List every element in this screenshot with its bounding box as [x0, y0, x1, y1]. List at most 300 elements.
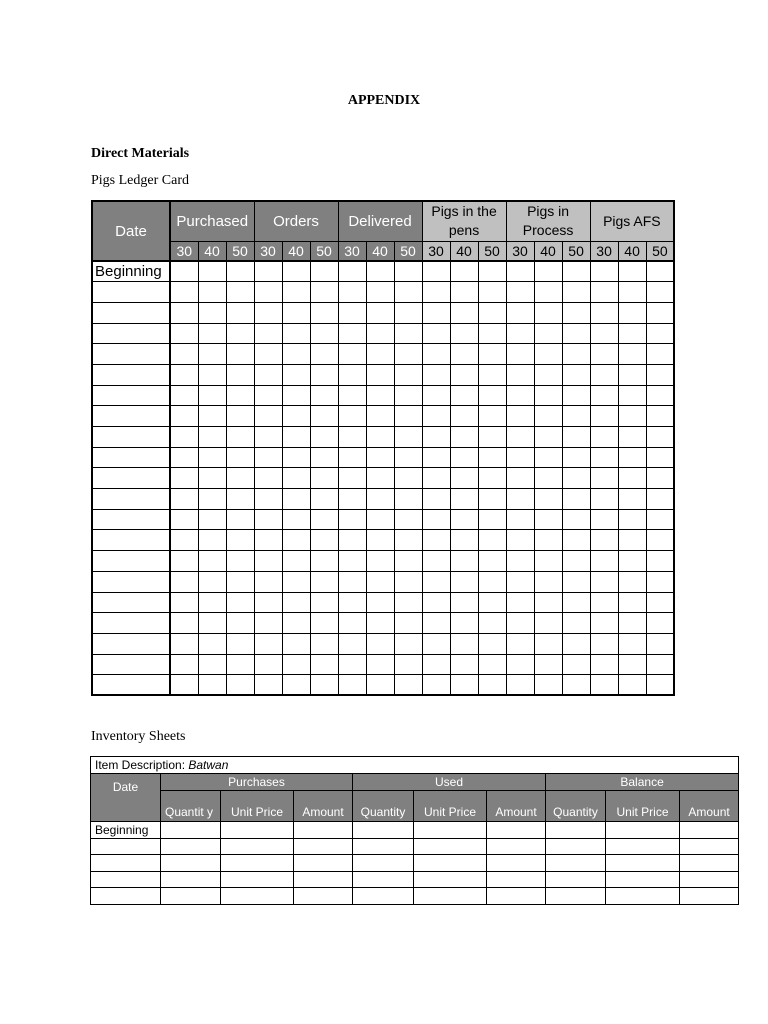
ledger-cell — [310, 468, 338, 489]
ledger-cell — [506, 551, 534, 572]
ledger-cell — [478, 613, 506, 634]
ledger-group-pigs-in-pens: Pigs in the pens — [422, 201, 506, 241]
page-title: APPENDIX — [347, 93, 421, 108]
inventory-cell — [353, 871, 414, 888]
ledger-date-cell — [92, 427, 170, 448]
ledger-cell — [198, 571, 226, 592]
ledger-cell — [170, 633, 198, 654]
ledger-cell — [310, 302, 338, 323]
ledger-cell — [254, 633, 282, 654]
inventory-cell — [546, 855, 606, 872]
inventory-cell — [294, 855, 353, 872]
ledger-cell — [478, 468, 506, 489]
ledger-cell — [366, 613, 394, 634]
table-row — [92, 613, 674, 634]
ledger-group-orders: Orders — [254, 201, 338, 241]
ledger-cell — [394, 613, 422, 634]
ledger-group-pigs-afs: Pigs AFS — [590, 201, 674, 241]
ledger-cell — [422, 323, 450, 344]
ledger-cell — [534, 323, 562, 344]
ledger-cell — [506, 323, 534, 344]
inventory-caption: Inventory Sheets — [91, 729, 186, 744]
ledger-cell — [590, 406, 618, 427]
ledger-cell — [170, 261, 198, 282]
ledger-cell — [618, 344, 646, 365]
table-row — [91, 855, 739, 872]
ledger-cell — [562, 468, 590, 489]
ledger-cell — [394, 406, 422, 427]
inventory-cell — [487, 888, 546, 905]
ledger-size-header: 50 — [226, 241, 254, 261]
ledger-cell — [254, 261, 282, 282]
ledger-cell — [422, 571, 450, 592]
ledger-date-cell — [92, 406, 170, 427]
ledger-cell — [590, 447, 618, 468]
ledger-cell — [338, 571, 366, 592]
inventory-cell — [546, 888, 606, 905]
ledger-cell — [282, 427, 310, 448]
ledger-cell — [590, 323, 618, 344]
ledger-cell — [506, 613, 534, 634]
ledger-cell — [226, 530, 254, 551]
ledger-cell — [646, 551, 674, 572]
ledger-cell — [198, 385, 226, 406]
ledger-cell — [450, 344, 478, 365]
ledger-size-header: 40 — [198, 241, 226, 261]
ledger-cell — [506, 571, 534, 592]
ledger-cell — [646, 302, 674, 323]
ledger-cell — [562, 530, 590, 551]
inventory-cell — [546, 871, 606, 888]
ledger-cell — [590, 654, 618, 675]
ledger-cell — [282, 364, 310, 385]
ledger-cell — [254, 613, 282, 634]
ledger-cell — [310, 530, 338, 551]
ledger-cell — [422, 344, 450, 365]
ledger-date-cell — [92, 571, 170, 592]
ledger-cell — [254, 364, 282, 385]
inventory-group-used: Used — [353, 774, 546, 791]
inventory-cell — [487, 871, 546, 888]
ledger-date-cell — [92, 489, 170, 510]
inventory-cell — [161, 822, 221, 839]
ledger-cell — [226, 406, 254, 427]
ledger-cell — [366, 344, 394, 365]
ledger-cell — [646, 530, 674, 551]
ledger-size-header: 50 — [478, 241, 506, 261]
ledger-cell — [338, 344, 366, 365]
ledger-date-cell — [92, 364, 170, 385]
ledger-cell — [422, 613, 450, 634]
ledger-group-purchased: Purchased — [170, 201, 254, 241]
ledger-cell — [422, 675, 450, 696]
ledger-cell — [562, 571, 590, 592]
ledger-cell — [254, 551, 282, 572]
ledger-cell — [338, 364, 366, 385]
ledger-cell — [646, 447, 674, 468]
ledger-cell — [394, 364, 422, 385]
ledger-cell — [170, 302, 198, 323]
ledger-cell — [338, 675, 366, 696]
ledger-cell — [646, 468, 674, 489]
ledger-size-header: 40 — [534, 241, 562, 261]
ledger-cell — [646, 427, 674, 448]
ledger-cell — [310, 592, 338, 613]
item-description-label: Item Description: — [95, 758, 189, 772]
ledger-cell — [226, 633, 254, 654]
ledger-cell — [198, 302, 226, 323]
table-row — [92, 406, 674, 427]
ledger-cell — [478, 530, 506, 551]
ledger-cell — [338, 447, 366, 468]
ledger-cell — [590, 530, 618, 551]
ledger-cell — [534, 675, 562, 696]
ledger-cell — [366, 468, 394, 489]
ledger-cell — [170, 427, 198, 448]
ledger-cell — [226, 385, 254, 406]
ledger-cell — [170, 530, 198, 551]
ledger-cell — [478, 509, 506, 530]
ledger-cell — [170, 323, 198, 344]
ledger-cell — [562, 633, 590, 654]
ledger-cell — [198, 633, 226, 654]
ledger-cell — [422, 468, 450, 489]
table-row — [92, 551, 674, 572]
ledger-cell — [254, 509, 282, 530]
inventory-cell — [353, 888, 414, 905]
ledger-cell — [198, 427, 226, 448]
ledger-cell — [646, 613, 674, 634]
ledger-cell — [618, 633, 646, 654]
ledger-cell — [366, 633, 394, 654]
inventory-cell — [294, 822, 353, 839]
ledger-cell — [366, 282, 394, 303]
ledger-date-cell — [92, 447, 170, 468]
ledger-cell — [646, 489, 674, 510]
used-unit-price-header: Unit Price — [414, 791, 487, 822]
ledger-cell — [646, 571, 674, 592]
ledger-cell — [534, 468, 562, 489]
ledger-cell — [282, 282, 310, 303]
ledger-cell — [394, 323, 422, 344]
ledger-cell — [562, 282, 590, 303]
inventory-date-cell: Beginning — [91, 822, 161, 839]
ledger-cell — [282, 654, 310, 675]
inventory-cell — [606, 838, 680, 855]
ledger-cell — [198, 323, 226, 344]
ledger-cell — [562, 344, 590, 365]
ledger-cell — [422, 654, 450, 675]
ledger-cell — [394, 592, 422, 613]
ledger-cell — [646, 323, 674, 344]
ledger-cell — [198, 447, 226, 468]
ledger-cell — [478, 427, 506, 448]
ledger-cell — [254, 447, 282, 468]
ledger-size-header: 50 — [562, 241, 590, 261]
ledger-cell — [226, 489, 254, 510]
ledger-cell — [646, 261, 674, 282]
inventory-cell — [353, 822, 414, 839]
ledger-cell — [254, 592, 282, 613]
inventory-date-cell — [91, 871, 161, 888]
ledger-size-header: 40 — [450, 241, 478, 261]
ledger-size-header: 30 — [170, 241, 198, 261]
ledger-cell — [338, 509, 366, 530]
ledger-date-cell — [92, 592, 170, 613]
ledger-cell — [282, 489, 310, 510]
ledger-cell — [422, 261, 450, 282]
ledger-cell — [450, 489, 478, 510]
inventory-date-cell — [91, 888, 161, 905]
ledger-cell — [618, 323, 646, 344]
ledger-cell — [198, 675, 226, 696]
inventory-cell — [606, 871, 680, 888]
ledger-cell — [282, 447, 310, 468]
ledger-cell — [198, 592, 226, 613]
ledger-cell — [394, 509, 422, 530]
ledger-cell — [562, 427, 590, 448]
ledger-cell — [646, 344, 674, 365]
ledger-cell — [590, 302, 618, 323]
ledger-cell — [338, 592, 366, 613]
purchases-unit-price-header: Unit Price — [221, 791, 294, 822]
ledger-cell — [590, 675, 618, 696]
ledger-cell — [562, 551, 590, 572]
ledger-cell — [366, 261, 394, 282]
ledger-cell — [226, 675, 254, 696]
ledger-cell — [198, 344, 226, 365]
ledger-cell — [534, 633, 562, 654]
ledger-cell — [394, 654, 422, 675]
inventory-cell — [546, 838, 606, 855]
ledger-cell — [422, 364, 450, 385]
inventory-cell — [161, 838, 221, 855]
ledger-cell — [590, 385, 618, 406]
ledger-cell — [478, 571, 506, 592]
ledger-cell — [450, 323, 478, 344]
ledger-cell — [282, 323, 310, 344]
ledger-cell — [310, 654, 338, 675]
ledger-cell — [450, 592, 478, 613]
inventory-cell — [606, 822, 680, 839]
inventory-cell — [680, 855, 739, 872]
ledger-cell — [422, 427, 450, 448]
ledger-cell — [422, 530, 450, 551]
inventory-sheet-table — [90, 756, 739, 905]
ledger-cell — [394, 468, 422, 489]
ledger-cell — [478, 302, 506, 323]
ledger-cell — [310, 282, 338, 303]
pigs-ledger-table — [91, 200, 675, 696]
ledger-cell — [254, 571, 282, 592]
ledger-cell — [450, 364, 478, 385]
ledger-cell — [282, 551, 310, 572]
table-row — [92, 447, 674, 468]
ledger-cell — [198, 654, 226, 675]
purchases-quantity-header: Quantit y — [161, 791, 221, 822]
ledger-cell — [506, 282, 534, 303]
table-row — [91, 871, 739, 888]
ledger-cell — [310, 509, 338, 530]
ledger-cell — [590, 364, 618, 385]
ledger-size-header: 30 — [254, 241, 282, 261]
ledger-cell — [590, 633, 618, 654]
ledger-cell — [422, 592, 450, 613]
ledger-cell — [590, 261, 618, 282]
ledger-cell — [506, 344, 534, 365]
ledger-cell — [198, 613, 226, 634]
ledger-cell — [506, 468, 534, 489]
inventory-cell — [487, 838, 546, 855]
inventory-cell — [680, 822, 739, 839]
ledger-cell — [422, 633, 450, 654]
ledger-cell — [534, 406, 562, 427]
ledger-cell — [534, 385, 562, 406]
ledger-cell — [450, 571, 478, 592]
ledger-cell — [646, 633, 674, 654]
ledger-cell — [170, 344, 198, 365]
inventory-cell — [221, 871, 294, 888]
ledger-cell — [618, 654, 646, 675]
ledger-cell — [226, 571, 254, 592]
ledger-cell — [282, 613, 310, 634]
ledger-cell — [618, 571, 646, 592]
ledger-cell — [282, 675, 310, 696]
ledger-cell — [534, 551, 562, 572]
table-row — [92, 302, 674, 323]
ledger-cell — [198, 406, 226, 427]
ledger-cell — [226, 261, 254, 282]
ledger-cell — [254, 675, 282, 696]
ledger-cell — [618, 364, 646, 385]
ledger-cell — [282, 530, 310, 551]
ledger-cell — [478, 592, 506, 613]
ledger-cell — [562, 406, 590, 427]
balance-unit-price-header: Unit Price — [606, 791, 680, 822]
table-row — [91, 888, 739, 905]
ledger-cell — [170, 468, 198, 489]
ledger-cell — [562, 385, 590, 406]
ledger-cell — [534, 592, 562, 613]
inventory-cell — [414, 888, 487, 905]
ledger-cell — [366, 323, 394, 344]
ledger-cell — [170, 489, 198, 510]
ledger-cell — [310, 633, 338, 654]
ledger-size-header: 40 — [282, 241, 310, 261]
ledger-cell — [422, 302, 450, 323]
ledger-cell — [450, 447, 478, 468]
ledger-cell — [394, 302, 422, 323]
ledger-cell — [366, 592, 394, 613]
ledger-cell — [170, 571, 198, 592]
ledger-cell — [450, 675, 478, 696]
ledger-cell — [170, 675, 198, 696]
ledger-cell — [310, 447, 338, 468]
ledger-cell — [478, 551, 506, 572]
inventory-group-purchases: Purchases — [161, 774, 353, 791]
ledger-cell — [170, 385, 198, 406]
ledger-cell — [226, 302, 254, 323]
ledger-date-cell — [92, 551, 170, 572]
ledger-group-pigs-in-process: Pigs in Process — [506, 201, 590, 241]
ledger-cell — [618, 282, 646, 303]
ledger-cell — [394, 489, 422, 510]
ledger-cell — [338, 613, 366, 634]
inventory-cell — [680, 871, 739, 888]
ledger-cell — [506, 530, 534, 551]
ledger-cell — [450, 509, 478, 530]
ledger-cell — [226, 592, 254, 613]
ledger-date-cell — [92, 302, 170, 323]
table-row — [92, 654, 674, 675]
ledger-cell — [170, 654, 198, 675]
ledger-cell — [618, 261, 646, 282]
ledger-cell — [366, 489, 394, 510]
ledger-cell — [562, 489, 590, 510]
ledger-cell — [646, 592, 674, 613]
inventory-cell — [414, 855, 487, 872]
inventory-cell — [353, 838, 414, 855]
ledger-cell — [366, 509, 394, 530]
ledger-size-header: 30 — [590, 241, 618, 261]
ledger-cell — [506, 654, 534, 675]
ledger-cell — [170, 364, 198, 385]
ledger-cell — [562, 323, 590, 344]
ledger-date-cell — [92, 675, 170, 696]
ledger-cell — [618, 592, 646, 613]
ledger-cell — [646, 675, 674, 696]
ledger-cell — [282, 592, 310, 613]
ledger-cell — [198, 261, 226, 282]
ledger-cell — [478, 675, 506, 696]
table-row — [92, 509, 674, 530]
ledger-cell — [450, 654, 478, 675]
ledger-cell — [590, 613, 618, 634]
ledger-size-header: 30 — [422, 241, 450, 261]
ledger-cell — [450, 282, 478, 303]
ledger-cell — [618, 509, 646, 530]
ledger-cell — [450, 613, 478, 634]
ledger-cell — [534, 447, 562, 468]
ledger-cell — [618, 613, 646, 634]
ledger-cell — [506, 633, 534, 654]
inventory-cell — [294, 888, 353, 905]
ledger-cell — [450, 406, 478, 427]
ledger-cell — [506, 509, 534, 530]
ledger-size-header: 40 — [618, 241, 646, 261]
ledger-cell — [338, 530, 366, 551]
ledger-cell — [282, 344, 310, 365]
inventory-cell — [294, 838, 353, 855]
section-heading: Direct Materials — [91, 146, 190, 161]
ledger-cell — [422, 385, 450, 406]
inventory-cell — [680, 888, 739, 905]
ledger-cell — [478, 261, 506, 282]
ledger-cell — [338, 468, 366, 489]
ledger-cell — [618, 675, 646, 696]
balance-quantity-header: Quantity — [546, 791, 606, 822]
ledger-cell — [366, 551, 394, 572]
table-row — [92, 571, 674, 592]
ledger-cell — [590, 509, 618, 530]
ledger-cell — [506, 385, 534, 406]
ledger-cell — [646, 406, 674, 427]
item-description — [91, 757, 739, 774]
ledger-date-cell — [92, 633, 170, 654]
ledger-cell — [646, 385, 674, 406]
ledger-cell — [310, 364, 338, 385]
ledger-cell — [226, 344, 254, 365]
